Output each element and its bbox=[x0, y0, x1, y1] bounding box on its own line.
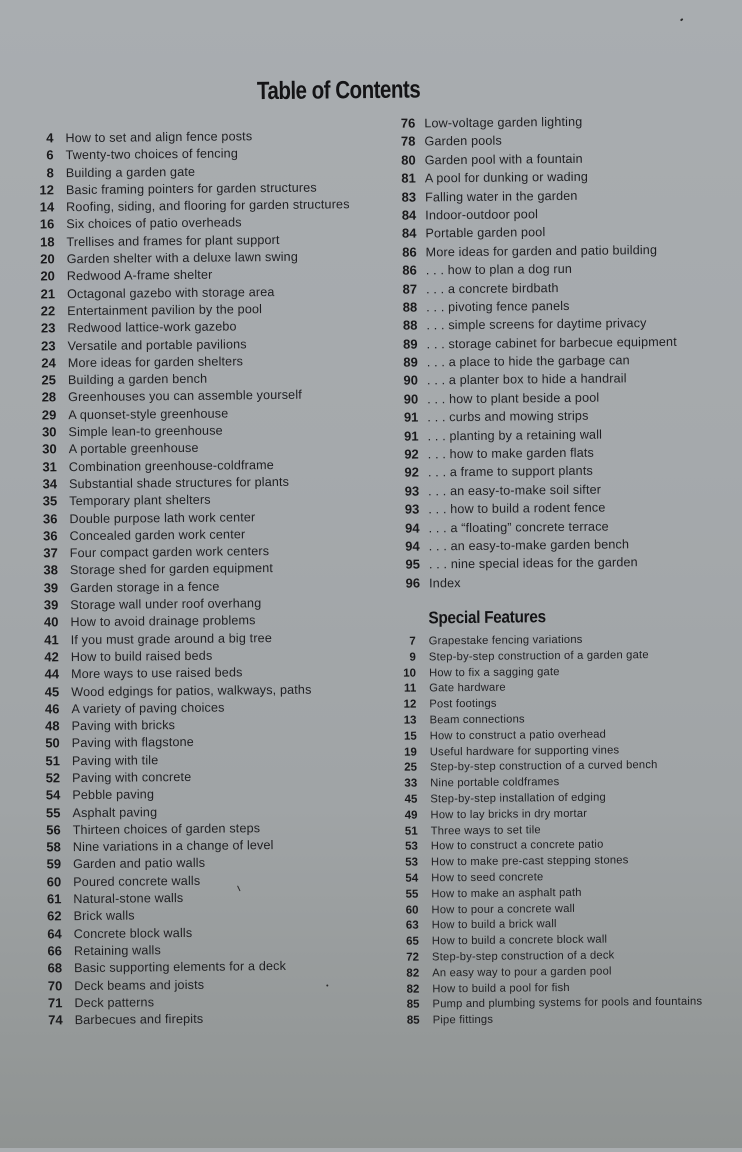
entry-title: Retaining walls bbox=[73, 943, 161, 959]
entry-title: Paving with bricks bbox=[71, 718, 176, 734]
page-number: 55 bbox=[45, 804, 61, 820]
page-number: 48 bbox=[45, 718, 60, 734]
special-features-list bbox=[393, 632, 737, 1030]
entry-title: Building a garden bench bbox=[67, 371, 208, 388]
entry-title: Six choices of patio overheads bbox=[66, 215, 242, 232]
entry-title: Roofing, siding, and flooring for garden structures bbox=[66, 197, 350, 215]
entry-title: Wood edgings for patios, walkways, paths bbox=[71, 682, 312, 699]
page-number: 21 bbox=[40, 285, 56, 302]
page-number: 60 bbox=[46, 874, 62, 890]
entry-title: Concrete block walls bbox=[73, 925, 193, 941]
toc-entry bbox=[397, 1011, 737, 1030]
entry-title: Step-by-step installation of edging bbox=[430, 791, 606, 806]
page-number: 29 bbox=[41, 407, 57, 423]
page-number: 25 bbox=[404, 761, 418, 775]
page-number: 39 bbox=[43, 597, 59, 613]
entry-title: . . . how to build a rodent fence bbox=[428, 500, 606, 517]
page-number: 84 bbox=[401, 225, 417, 242]
page-number: 95 bbox=[405, 556, 420, 573]
entry-title: A portable greenhouse bbox=[68, 441, 199, 457]
entry-title: How to avoid drainage problems bbox=[70, 613, 256, 630]
entry-title: . . . a place to hide the garbage can bbox=[426, 353, 630, 370]
page-number: 89 bbox=[403, 354, 418, 370]
page-number: 91 bbox=[404, 428, 419, 444]
page-number: 39 bbox=[43, 579, 59, 596]
entry-title: Index bbox=[429, 575, 461, 591]
page-number: 70 bbox=[47, 977, 63, 993]
entry-title: How to set and align fence posts bbox=[65, 129, 253, 146]
entry-title: If you must grade around a big tree bbox=[70, 630, 273, 647]
entry-title: How to construct a patio overhead bbox=[429, 728, 607, 743]
page-number: 30 bbox=[42, 441, 57, 457]
entry-title: . . . planting by a retaining wall bbox=[427, 427, 603, 444]
entry-title: Greenhouses you can assemble yourself bbox=[68, 388, 302, 405]
page-number: 68 bbox=[47, 960, 63, 976]
page-number: 8 bbox=[46, 164, 54, 180]
page-number: 60 bbox=[405, 904, 419, 917]
page-number: 34 bbox=[42, 476, 58, 492]
entry-title: Paving with tile bbox=[71, 752, 159, 768]
entry-title: How to construct a concrete patio bbox=[430, 838, 604, 853]
entry-title: Garden pools bbox=[424, 133, 502, 149]
entry-title: Nine portable coldframes bbox=[430, 776, 560, 790]
entry-title: Simple lean-to greenhouse bbox=[68, 423, 223, 440]
entry-title: A quonset-style greenhouse bbox=[68, 406, 229, 422]
page-number: 15 bbox=[403, 730, 417, 743]
entry-title: Double purpose lath work center bbox=[69, 509, 256, 526]
entry-title: How to make an asphalt path bbox=[431, 886, 582, 901]
page-number: 19 bbox=[404, 746, 417, 759]
page-number: 4 bbox=[46, 130, 54, 146]
entry-title: . . . curbs and mowing strips bbox=[427, 408, 589, 425]
entry-title: Thirteen choices of garden steps bbox=[72, 821, 261, 838]
entry-title: How to fix a sagging gate bbox=[428, 665, 560, 679]
page-number: 92 bbox=[404, 464, 420, 481]
entry-title: How to build a pool for fish bbox=[432, 981, 570, 995]
page-title: Table of Contents bbox=[256, 75, 421, 106]
page-number: 46 bbox=[44, 701, 60, 717]
entry-title: Poured concrete walls bbox=[73, 873, 201, 889]
page-number: 31 bbox=[42, 458, 57, 475]
page-number: 20 bbox=[40, 251, 55, 267]
page-number: 90 bbox=[403, 372, 419, 389]
page-number: 20 bbox=[40, 268, 55, 284]
entry-title: Octagonal gazebo with storage area bbox=[66, 284, 275, 301]
entry-title: How to seed concrete bbox=[431, 871, 544, 885]
entry-title: Step-by-step construction of a deck bbox=[431, 949, 615, 964]
page-number: 83 bbox=[401, 189, 417, 205]
page-number: 93 bbox=[404, 483, 420, 499]
page-number: 91 bbox=[403, 409, 419, 425]
toc-entry bbox=[37, 1009, 382, 1030]
entry-title: . . . an easy-to-make soil sifter bbox=[428, 482, 602, 499]
page-number: 10 bbox=[403, 667, 417, 680]
entry-title: Step-by-step construction of a garden gate bbox=[428, 648, 649, 664]
entry-title: Basic framing pointers for garden structures bbox=[65, 180, 317, 198]
page-number: 18 bbox=[39, 234, 55, 250]
special-features-heading: Special Features bbox=[428, 607, 546, 628]
page-number: 44 bbox=[44, 666, 60, 682]
page-number: 62 bbox=[47, 908, 62, 924]
page-number: 42 bbox=[44, 649, 59, 665]
entry-title: Grapestake fencing variations bbox=[428, 633, 583, 648]
page-number: 24 bbox=[41, 355, 56, 371]
entry-title: Twenty-two choices of fencing bbox=[65, 146, 239, 163]
entry-title: How to build a brick wall bbox=[431, 918, 557, 932]
page-number: 94 bbox=[404, 520, 420, 536]
page-number: 61 bbox=[46, 891, 62, 907]
entry-title: Redwood A-frame shelter bbox=[66, 268, 213, 284]
page-number: 59 bbox=[46, 856, 62, 872]
entry-title: Versatile and portable pavilions bbox=[67, 336, 247, 353]
page-number: 94 bbox=[405, 538, 420, 554]
page-number: 12 bbox=[403, 698, 417, 711]
entry-title: Barbecues and firepits bbox=[74, 1011, 204, 1028]
page-number: 53 bbox=[405, 856, 419, 869]
page-number: 85 bbox=[406, 1014, 420, 1027]
entry-title: Storage wall under roof overhang bbox=[70, 596, 262, 613]
entry-title: Pipe fittings bbox=[432, 1013, 494, 1027]
entry-title: . . . how to plant beside a pool bbox=[427, 390, 600, 407]
entry-title: Indoor-outdoor pool bbox=[425, 207, 539, 223]
entry-title: Pump and plumbing systems for pools and fountains bbox=[432, 995, 703, 1011]
entry-title: Garden shelter with a deluxe lawn swing bbox=[66, 249, 299, 267]
entry-title: . . . a planter box to hide a handrail bbox=[426, 371, 627, 388]
entry-title: Nine variations in a change of level bbox=[72, 838, 274, 855]
page-number: 74 bbox=[48, 1012, 63, 1028]
entry-title: Asphalt paving bbox=[72, 804, 158, 820]
page-number: 92 bbox=[404, 446, 419, 462]
page-number: 89 bbox=[403, 336, 418, 352]
entry-title: Useful hardware for supporting vines bbox=[429, 743, 620, 758]
entry-title: An easy way to pour a garden pool bbox=[432, 965, 612, 980]
entry-title: . . . pivoting fence panels bbox=[426, 298, 570, 315]
page-number: 64 bbox=[47, 925, 62, 942]
page-number: 33 bbox=[404, 777, 418, 790]
page-number: 11 bbox=[403, 682, 417, 696]
entry-title: Low-voltage garden lighting bbox=[424, 114, 583, 131]
entry-title: Basic supporting elements for a deck bbox=[74, 959, 287, 976]
entry-title: Garden pool with a fountain bbox=[424, 151, 583, 168]
entry-title: Pebble paving bbox=[72, 787, 155, 803]
page-number: 36 bbox=[42, 510, 58, 526]
toc-entry bbox=[392, 572, 722, 594]
entry-title: Paving with flagstone bbox=[71, 735, 194, 751]
entry-title: How to build a concrete block wall bbox=[431, 933, 608, 948]
page-number: 88 bbox=[402, 317, 418, 333]
page-number: 50 bbox=[45, 735, 60, 751]
entry-title: Four compact garden work centers bbox=[69, 544, 270, 561]
entry-title: More ideas for garden and patio building bbox=[425, 242, 658, 260]
page-number: 28 bbox=[41, 389, 57, 405]
entry-title: Trellises and frames for plant support bbox=[66, 232, 280, 249]
entry-title: Gate hardware bbox=[429, 681, 506, 695]
page-number: 25 bbox=[41, 372, 57, 388]
page-number: 52 bbox=[45, 770, 61, 786]
entry-title: Garden storage in a fence bbox=[70, 579, 220, 595]
entry-title: Brick walls bbox=[73, 908, 135, 924]
entry-title: Combination greenhouse-coldframe bbox=[68, 457, 274, 474]
page-number: 85 bbox=[406, 998, 420, 1011]
entry-title: . . . an easy-to-make garden bench bbox=[428, 537, 630, 554]
page-number: 66 bbox=[47, 943, 63, 959]
page-number: 45 bbox=[44, 683, 60, 699]
entry-title: . . . how to make garden flats bbox=[427, 445, 595, 462]
contents-list-right bbox=[387, 112, 722, 594]
entry-title: Post footings bbox=[429, 697, 497, 711]
entry-title: . . . simple screens for daytime privacy bbox=[426, 316, 647, 333]
page-number: 86 bbox=[402, 244, 417, 260]
entry-title: . . . storage cabinet for barbecue equipment bbox=[426, 334, 677, 352]
page-number: 80 bbox=[401, 152, 416, 168]
page-number: 81 bbox=[401, 170, 416, 186]
page-number: 49 bbox=[404, 809, 418, 822]
page-number: 78 bbox=[400, 133, 416, 150]
entry-title: Building a garden gate bbox=[65, 164, 196, 180]
page-number: 82 bbox=[406, 983, 420, 996]
page-number: 51 bbox=[45, 752, 61, 769]
entry-title: Deck patterns bbox=[74, 995, 155, 1010]
page-number: 93 bbox=[404, 501, 420, 517]
page-number: 30 bbox=[41, 424, 57, 440]
entry-title: . . . nine special ideas for the garden bbox=[428, 555, 638, 572]
page-number: 82 bbox=[406, 967, 420, 980]
page-number: 35 bbox=[42, 493, 58, 509]
page-number: 86 bbox=[402, 262, 417, 278]
page-number: 45 bbox=[404, 793, 418, 806]
entry-title: Substantial shade structures for plants bbox=[68, 474, 290, 492]
page-number: 65 bbox=[405, 935, 419, 948]
page-number: 56 bbox=[46, 822, 61, 838]
entry-title: Redwood lattice-work gazebo bbox=[67, 319, 237, 336]
entry-title: Garden and patio walls bbox=[72, 856, 206, 872]
page-number: 38 bbox=[43, 562, 59, 578]
page-number: 58 bbox=[46, 839, 61, 855]
entry-title: Three ways to set tile bbox=[430, 823, 541, 837]
entry-title: A variety of paving choices bbox=[71, 700, 225, 716]
entry-title: Paving with concrete bbox=[72, 769, 192, 786]
page-number: 55 bbox=[405, 888, 419, 901]
page-number: 87 bbox=[402, 281, 418, 297]
entry-title: Natural-stone walls bbox=[73, 891, 184, 907]
page-number: 41 bbox=[44, 631, 59, 648]
page-number: 76 bbox=[400, 115, 416, 131]
page-number: 51 bbox=[404, 825, 418, 838]
entry-title: Falling water in the garden bbox=[424, 188, 578, 204]
entry-title: A pool for dunking or wading bbox=[424, 169, 589, 186]
page-number: 6 bbox=[46, 147, 54, 163]
contents-list-left bbox=[27, 127, 381, 1030]
page-number: 12 bbox=[39, 182, 55, 198]
entry-title: Portable garden pool bbox=[425, 225, 546, 241]
page-number: 71 bbox=[47, 995, 63, 1011]
entry-title: . . . a “floating” concrete terrace bbox=[428, 519, 609, 535]
entry-title: Deck beams and joists bbox=[74, 977, 205, 993]
page-number: 23 bbox=[40, 320, 56, 336]
entry-title: Beam connections bbox=[429, 713, 525, 727]
entry-title: . . . how to plan a dog run bbox=[425, 262, 573, 278]
page-number: 37 bbox=[43, 545, 58, 561]
entry-title: How to lay bricks in dry mortar bbox=[430, 807, 588, 822]
entry-title: . . . a concrete birdbath bbox=[425, 280, 559, 296]
page-number: 90 bbox=[403, 391, 419, 407]
page-number: 22 bbox=[40, 303, 56, 319]
page-number: 84 bbox=[401, 207, 417, 223]
entry-title: More ideas for garden shelters bbox=[67, 354, 244, 371]
page-number: 13 bbox=[403, 714, 417, 727]
page-number: 23 bbox=[41, 337, 56, 354]
entry-title: . . . a frame to support plants bbox=[427, 464, 593, 480]
page-number: 53 bbox=[405, 840, 418, 854]
entry-title: How to pour a concrete wall bbox=[431, 902, 576, 916]
paper-speck bbox=[680, 18, 684, 21]
entry-title: Step-by-step construction of a curved bench bbox=[429, 759, 658, 774]
page-number: 63 bbox=[405, 919, 419, 932]
entry-title: Concealed garden work center bbox=[69, 527, 246, 543]
page-number: 54 bbox=[45, 787, 61, 803]
page-number: 7 bbox=[409, 635, 416, 648]
entry-title: Entertainment pavilion by the pool bbox=[67, 302, 263, 319]
page-number: 72 bbox=[406, 951, 420, 964]
entry-title: How to make pre-cast stepping stones bbox=[430, 854, 629, 869]
page-number: 14 bbox=[39, 199, 55, 215]
page-number: 9 bbox=[409, 651, 416, 664]
page-number: 16 bbox=[39, 216, 55, 232]
page-number: 40 bbox=[43, 614, 59, 630]
entry-title: Storage shed for garden equipment bbox=[69, 561, 274, 578]
page-number: 54 bbox=[405, 872, 419, 885]
entry-title: More ways to use raised beds bbox=[70, 665, 243, 682]
paper-speck bbox=[326, 984, 328, 986]
page-number: 88 bbox=[402, 299, 418, 315]
entry-title: Temporary plant shelters bbox=[69, 492, 211, 509]
entry-title: How to build raised beds bbox=[70, 648, 213, 665]
page-number: 96 bbox=[405, 575, 421, 591]
page-number: 36 bbox=[43, 528, 58, 544]
